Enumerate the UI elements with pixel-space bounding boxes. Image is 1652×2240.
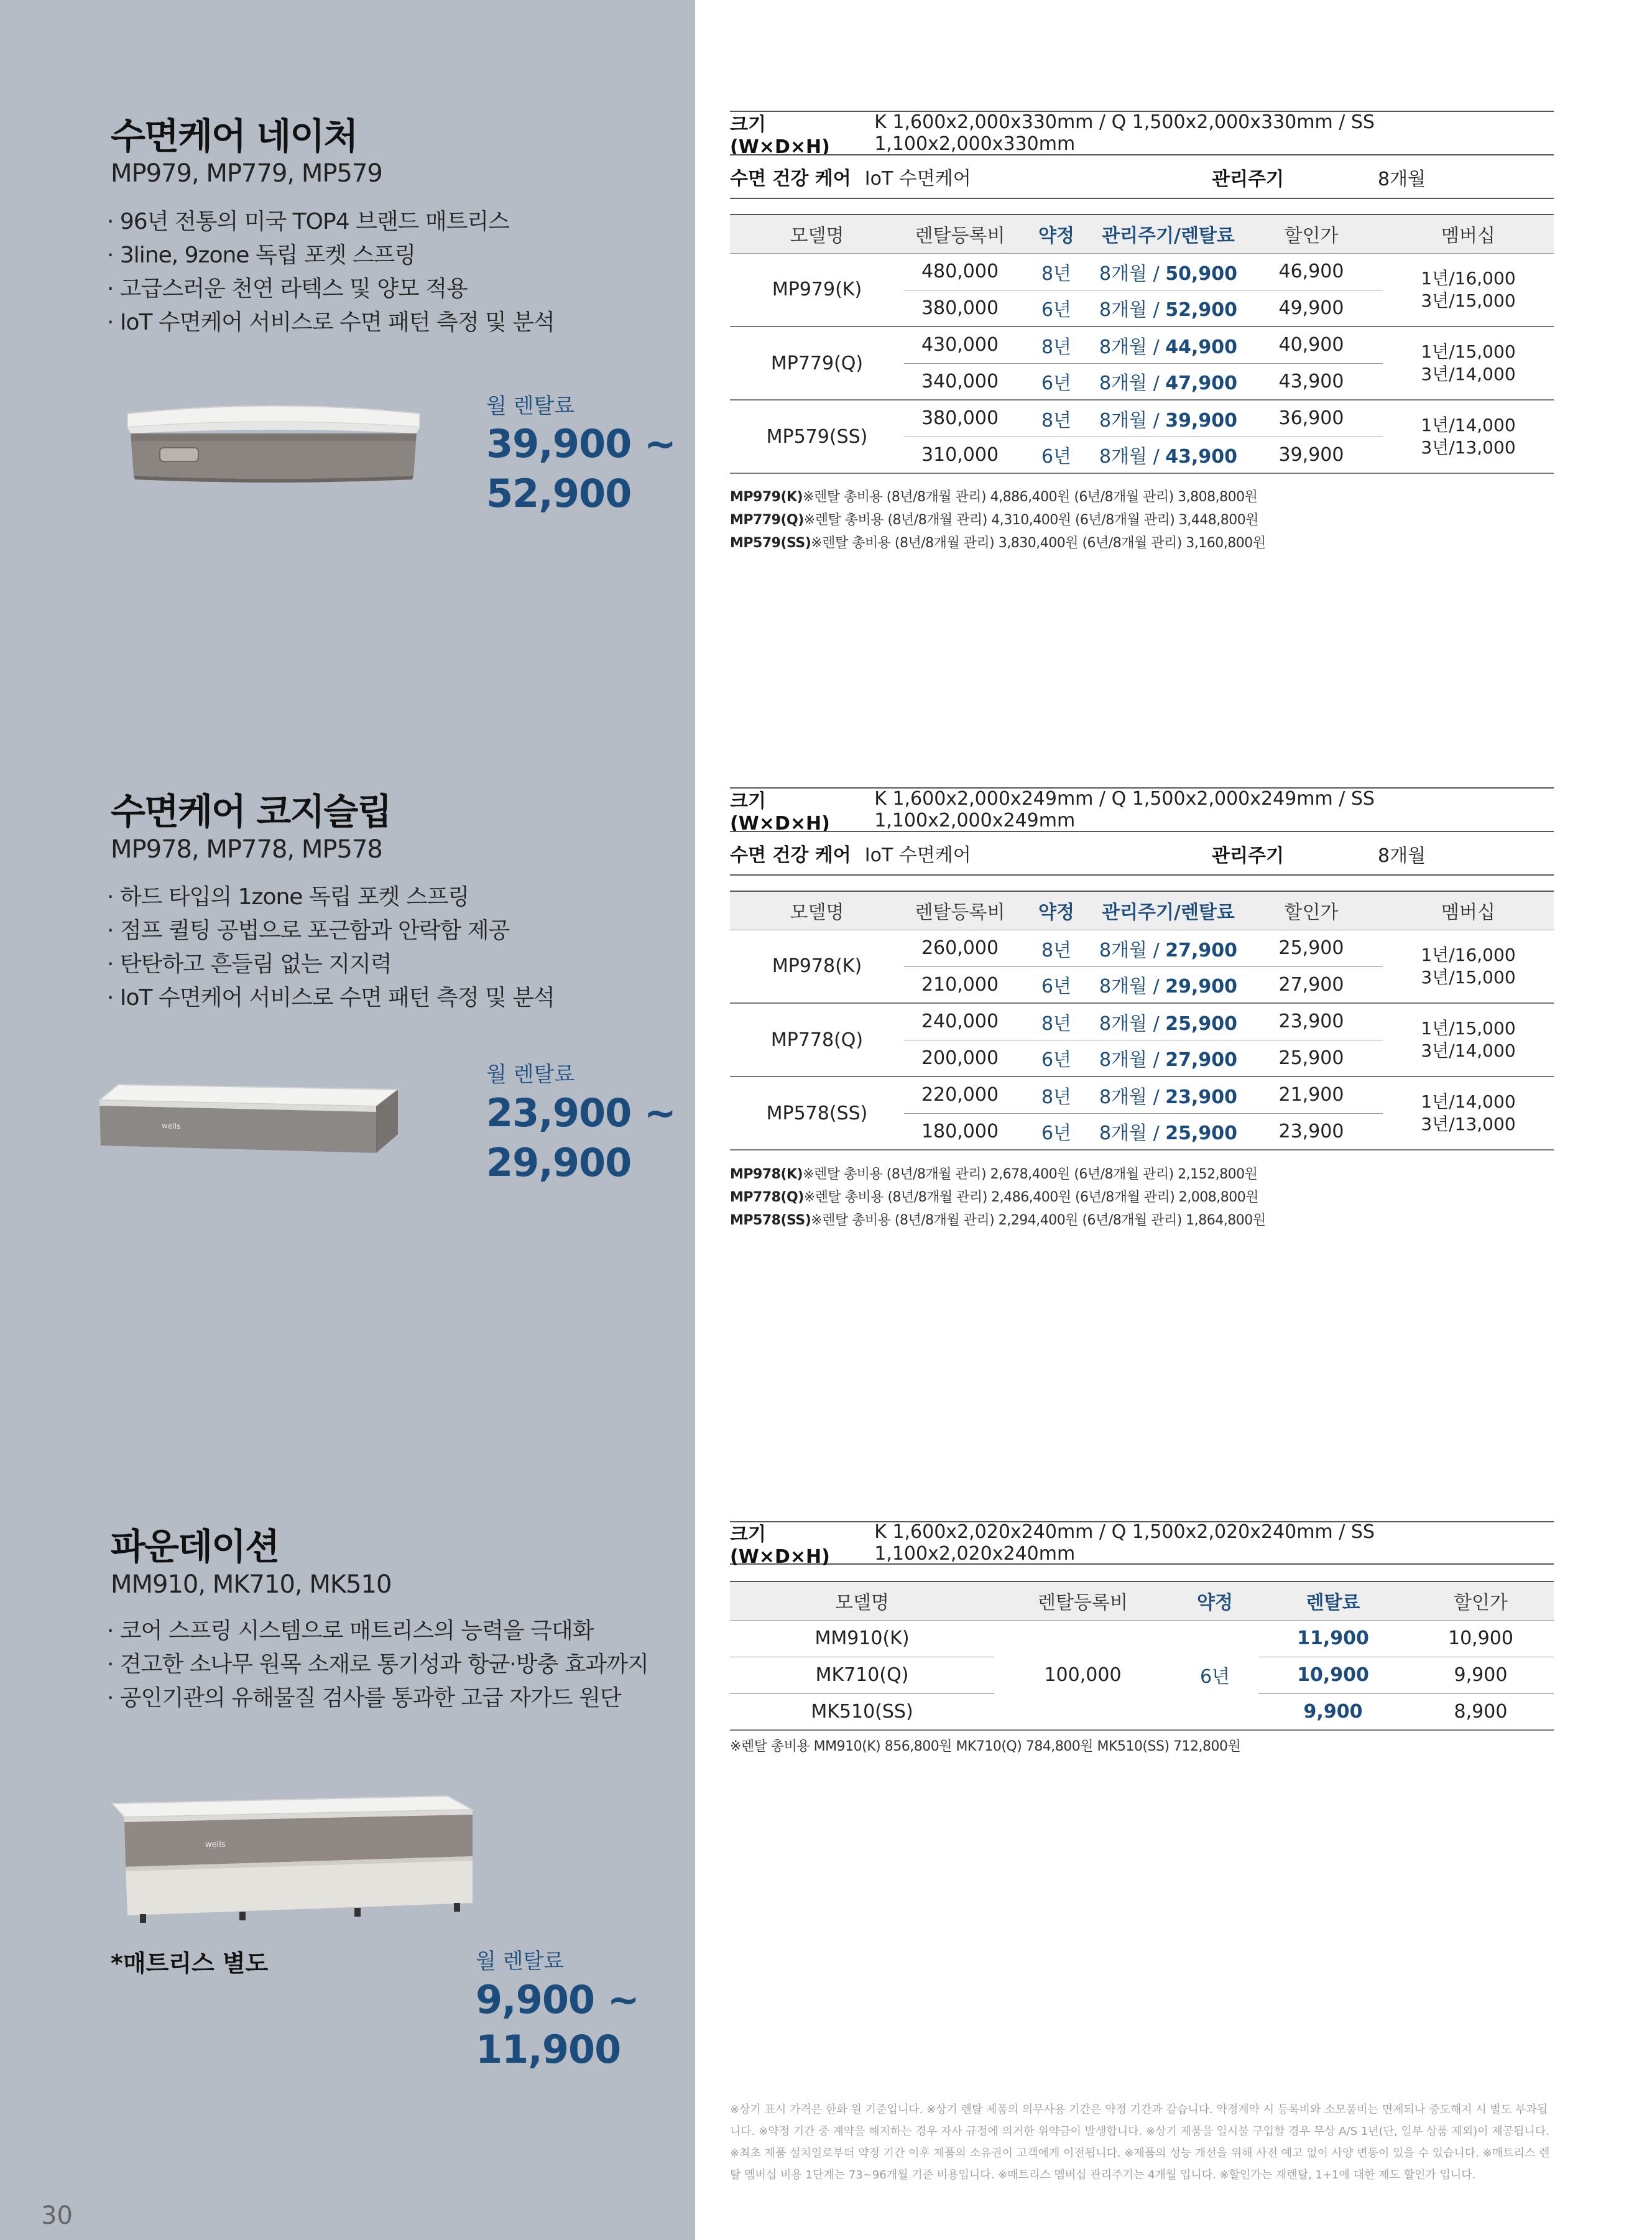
model-cell: MK510(SS) [730, 1693, 994, 1730]
discount-cell: 9,900 [1408, 1657, 1554, 1693]
cycle-text: 8개월 / [1099, 262, 1166, 285]
feature-item: · 점프 퀼팅 공법으로 포근함과 안락함 제공 [107, 918, 510, 943]
spec-block [730, 1521, 1554, 1568]
rent-value: 44,900 [1165, 336, 1237, 358]
fee-cell: 340,000 [904, 363, 1016, 400]
cost-note-model: MP579(SS) [730, 535, 811, 551]
term-cell: 8년 [1016, 930, 1097, 966]
col-header-model: 모델명 [730, 891, 904, 930]
table-row [730, 1076, 1554, 1113]
price-label: 월 렌탈료 [486, 394, 575, 419]
cycle-text: 8개월 / [1099, 336, 1166, 358]
rent-cell: 9,900 [1258, 1693, 1408, 1730]
price-label: 월 렌탈료 [486, 1062, 575, 1087]
membership-cell [1383, 1076, 1554, 1150]
price-range-low: 39,900 ~ [486, 421, 676, 466]
size-value: K 1,600x2,000x330mm / Q 1,500x2,000x330mm / SS 1,100x2,000x330mm [874, 111, 1375, 155]
product-title: 수면케어 네이처 [111, 115, 358, 157]
product-models: MM910, MK710, MK510 [111, 1570, 392, 1599]
svg-text:wells: wells [205, 1840, 226, 1849]
cost-note-text: ※렌탈 총비용 (8년/8개월 관리) 3,830,400원 (6년/8개월 관리) 3,160,800원 [811, 535, 1266, 551]
rent-value: 43,900 [1165, 446, 1237, 468]
price-range-low: 9,900 ~ [476, 1977, 639, 2022]
membership-1yr: 1년/16,000 [1421, 944, 1516, 965]
feature-item: · 탄탄하고 흔들림 없는 지지력 [107, 951, 392, 977]
rent-value: 27,900 [1165, 1049, 1237, 1071]
col-header-rent: 렌탈료 [1258, 1581, 1408, 1620]
membership-3yr: 3년/15,000 [1421, 966, 1516, 988]
feature-item: · IoT 수면케어 서비스로 수면 패턴 측정 및 분석 [107, 985, 555, 1011]
care-label: 수면 건강 케어 [730, 168, 851, 190]
cost-notes [730, 1163, 1266, 1232]
term-cell: 6년 [1016, 1113, 1097, 1150]
cycle-rent-cell [1097, 363, 1240, 400]
membership-cell [1383, 253, 1554, 326]
model-cell: MK710(Q) [730, 1657, 994, 1693]
discount-cell: 49,900 [1240, 290, 1383, 326]
rent-value: 29,900 [1165, 976, 1237, 998]
cycle-text: 8개월 / [1099, 939, 1166, 961]
disclaimer-text: ※상기 표시 가격은 한화 원 기준입니다. ※상기 렌탈 제품의 의무사용 기간은 약정 기간과 같습니다. 약정계약 시 등록비와 소모품비는 면제되나 중도해지 시 별도 부과됩니다. ※약정 기간 중 계약을 해지하는 경우 자사 규정에 의거한 위약금이 발생합니다. ※상기 제품을 일시불 구입할 경우 무상 A/S 1년(단, 일부 상품 제외)이 제공됩니다. ※최초 제품 설치일로부터 약정 기간 이후 제품의 소유권이 고객에게 이전됩니다. ※제품의 성능 개선을 위해 사전 예고 없이 사양 변동이 있을 수 있습니다. ※매트리스 렌탈 멤버십 비용 1단계는 73~96개월 기준 비용입니다. ※매트리스 멤버십 관리주기는 4개월 입니다. ※할인가는 재렌탈, 1+1에 대한 제도 할인가 입니다. [730, 2103, 1550, 2182]
product-title: 파운데이션 [111, 1525, 279, 1568]
membership-3yr: 3년/14,000 [1421, 364, 1516, 384]
membership-cell [1383, 930, 1554, 1003]
col-header-term: 약정 [1016, 891, 1097, 930]
cycle-text: 8개월 / [1099, 1086, 1166, 1108]
membership-1yr: 1년/14,000 [1421, 1091, 1516, 1112]
cycle-text: 8개월 / [1099, 1049, 1166, 1071]
cost-note-model: MP778(Q) [730, 1190, 804, 1205]
term-cell: 8년 [1016, 253, 1097, 290]
cycle-rent-cell [1097, 1113, 1240, 1150]
fee-cell: 100,000 [994, 1620, 1171, 1730]
cost-note [730, 1209, 1266, 1232]
cost-notes [730, 486, 1266, 555]
cycle-rent-cell [1097, 290, 1240, 326]
feature-item: · 코어 스프링 시스템으로 매트리스의 능력을 극대화 [107, 1618, 594, 1644]
cost-note [730, 1163, 1266, 1186]
rental-table [730, 214, 1554, 474]
fee-cell: 380,000 [904, 290, 1016, 326]
discount-cell: 40,900 [1240, 326, 1383, 363]
cycle-value: 8개월 [1378, 845, 1426, 867]
membership-cell [1383, 400, 1554, 473]
cycle-rent-cell [1097, 966, 1240, 1003]
price-range-high: 52,900 [486, 471, 632, 516]
col-header-model: 모델명 [730, 215, 904, 253]
cost-note [730, 509, 1266, 532]
cost-note-text: ※렌탈 총비용 (8년/8개월 관리) 2,678,400원 (6년/8개월 관리) 2,152,800원 [803, 1167, 1258, 1182]
term-cell: 6년 [1016, 966, 1097, 1003]
mattress-separate-note: *매트리스 별도 [111, 1950, 269, 1977]
feature-list [107, 205, 555, 340]
term-cell: 8년 [1016, 400, 1097, 437]
cycle-rent-cell [1097, 253, 1240, 290]
discount-cell: 10,900 [1408, 1620, 1554, 1657]
model-cell: MM910(K) [730, 1620, 994, 1657]
feature-item: · 공인기관의 유해물질 검사를 통과한 고급 자가드 원단 [107, 1685, 621, 1711]
col-header-discount: 할인가 [1408, 1581, 1554, 1620]
term-cell: 8년 [1016, 326, 1097, 363]
fee-cell: 240,000 [904, 1003, 1016, 1040]
col-header-cycle-rent: 관리주기/렌탈료 [1097, 891, 1240, 930]
cost-note: ※렌탈 총비용 MM910(K) 856,800원 MK710(Q) 784,800원 MK510(SS) 712,800원 [730, 1739, 1241, 1754]
size-value: K 1,600x2,000x249mm / Q 1,500x2,000x249mm / SS 1,100x2,000x249mm [874, 788, 1375, 831]
fee-cell: 180,000 [904, 1113, 1016, 1150]
cycle-rent-cell [1097, 1003, 1240, 1040]
col-header-discount: 할인가 [1240, 891, 1383, 930]
table-row [730, 253, 1554, 290]
care-row [730, 154, 1554, 198]
cycle-text: 8개월 / [1099, 373, 1166, 395]
rent-value: 39,900 [1165, 409, 1237, 432]
cycle-rent-cell [1097, 400, 1240, 437]
model-cell: MP779(Q) [730, 326, 904, 400]
cycle-value: 8개월 [1378, 169, 1426, 190]
discount-cell: 23,900 [1240, 1003, 1383, 1040]
rent-cell: 10,900 [1258, 1657, 1408, 1693]
rent-cell: 11,900 [1258, 1620, 1408, 1657]
discount-cell: 25,900 [1240, 930, 1383, 966]
col-header-membership: 멤버십 [1383, 215, 1554, 253]
care-label: 수면 건강 케어 [730, 845, 851, 866]
price-range-high: 29,900 [486, 1140, 632, 1185]
fee-cell: 200,000 [904, 1040, 1016, 1076]
rent-value: 50,900 [1165, 262, 1237, 285]
membership-1yr: 1년/15,000 [1421, 341, 1516, 362]
membership-3yr: 3년/13,000 [1421, 1114, 1516, 1134]
fee-cell: 310,000 [904, 437, 1016, 473]
fee-cell: 480,000 [904, 253, 1016, 290]
price-range-low: 23,900 ~ [486, 1090, 676, 1136]
cost-note-model: MP779(Q) [730, 512, 804, 528]
size-row [730, 1521, 1554, 1568]
fee-cell: 260,000 [904, 930, 1016, 966]
term-cell: 8년 [1016, 1003, 1097, 1040]
table-row [730, 1620, 1554, 1657]
col-header-term: 약정 [1171, 1581, 1258, 1620]
fee-cell: 430,000 [904, 326, 1016, 363]
cost-note-text: ※렌탈 총비용 (8년/8개월 관리) 4,886,400원 (6년/8개월 관리) 3,808,800원 [803, 489, 1258, 505]
col-header-membership: 멤버십 [1383, 891, 1554, 930]
membership-cell [1383, 326, 1554, 400]
membership-3yr: 3년/14,000 [1421, 1040, 1516, 1061]
cycle-text: 8개월 / [1099, 299, 1166, 322]
discount-cell: 23,900 [1240, 1113, 1383, 1150]
membership-cell [1383, 1003, 1554, 1076]
model-cell: MP778(Q) [730, 1003, 904, 1076]
foundation-image [106, 1779, 479, 1946]
rent-value: 23,900 [1165, 1086, 1237, 1108]
spec-block [730, 787, 1554, 874]
term-cell: 6년 [1016, 1040, 1097, 1076]
fee-cell: 380,000 [904, 400, 1016, 437]
col-header-fee: 렌탈등록비 [904, 891, 1016, 930]
page-number: 30 [41, 2201, 73, 2230]
col-header-discount: 할인가 [1240, 215, 1383, 253]
size-label: 크기(W×D×H) [730, 113, 830, 158]
discount-cell: 25,900 [1240, 1040, 1383, 1076]
price-label: 월 렌탈료 [476, 1949, 565, 1974]
care-row [730, 831, 1554, 874]
feature-list [107, 881, 555, 1015]
discount-cell: 46,900 [1240, 253, 1383, 290]
feature-item: · 고급스러운 천연 라텍스 및 양모 적용 [107, 276, 468, 302]
mattress-image [121, 389, 426, 488]
cost-note [730, 532, 1266, 555]
mattress-image [93, 1072, 404, 1165]
col-header-model: 모델명 [730, 1581, 994, 1620]
feature-item: · 96년 전통의 미국 TOP4 브랜드 매트리스 [107, 209, 509, 234]
cycle-rent-cell [1097, 326, 1240, 363]
feature-item: · 견고한 소나무 원목 소재로 통기성과 항균·방충 효과까지 [107, 1652, 648, 1677]
term-cell: 6년 [1171, 1620, 1258, 1730]
rent-value: 25,900 [1165, 1122, 1237, 1145]
cycle-rent-cell [1097, 1040, 1240, 1076]
cycle-label: 관리주기 [1212, 845, 1284, 867]
discount-cell: 43,900 [1240, 363, 1383, 400]
discount-cell: 36,900 [1240, 400, 1383, 437]
membership-1yr: 1년/14,000 [1421, 415, 1516, 435]
rent-value: 52,900 [1165, 299, 1237, 322]
table-row [730, 326, 1554, 363]
cycle-label: 관리주기 [1212, 169, 1284, 190]
cost-note [730, 486, 1266, 509]
col-header-fee: 렌탈등록비 [904, 215, 1016, 253]
size-row [730, 111, 1554, 158]
cost-note-text: ※렌탈 총비용 (8년/8개월 관리) 2,294,400원 (6년/8개월 관리) 1,864,800원 [811, 1213, 1266, 1228]
term-cell: 6년 [1016, 437, 1097, 473]
col-header-cycle-rent: 관리주기/렌탈료 [1097, 215, 1240, 253]
membership-3yr: 3년/15,000 [1421, 290, 1516, 311]
rent-value: 27,900 [1165, 939, 1237, 961]
price-range-high: 11,900 [476, 2027, 621, 2072]
feature-list [107, 1614, 648, 1715]
table-row [730, 400, 1554, 437]
cost-note-model: MP978(K) [730, 1167, 803, 1182]
cycle-text: 8개월 / [1099, 976, 1166, 998]
cycle-text: 8개월 / [1099, 1012, 1166, 1035]
cost-note-text: ※렌탈 총비용 (8년/8개월 관리) 4,310,400원 (6년/8개월 관리) 3,448,800원 [803, 512, 1259, 528]
fee-cell: 220,000 [904, 1076, 1016, 1113]
size-label: 크기(W×D×H) [730, 790, 830, 835]
care-value: IoT 수면케어 [864, 845, 971, 866]
discount-cell: 21,900 [1240, 1076, 1383, 1113]
product-models: MP979, MP779, MP579 [111, 159, 382, 188]
cost-note-text: ※렌탈 총비용 (8년/8개월 관리) 2,486,400원 (6년/8개월 관리) 2,008,800원 [803, 1190, 1259, 1205]
svg-text:wells: wells [161, 1121, 181, 1131]
discount-cell: 39,900 [1240, 437, 1383, 473]
product-title: 수면케어 코지슬립 [111, 790, 391, 833]
table-row [730, 1003, 1554, 1040]
col-header-fee: 렌탈등록비 [994, 1581, 1171, 1620]
care-value: IoT 수면케어 [864, 168, 971, 190]
cycle-text: 8개월 / [1099, 1122, 1166, 1145]
model-cell: MP579(SS) [730, 400, 904, 473]
discount-cell: 27,900 [1240, 966, 1383, 1003]
cycle-rent-cell [1097, 930, 1240, 966]
cost-note-model: MP979(K) [730, 489, 803, 505]
spec-block [730, 111, 1554, 198]
cost-note [730, 1186, 1266, 1209]
term-cell: 6년 [1016, 363, 1097, 400]
size-row [730, 787, 1554, 835]
rental-table [730, 1581, 1554, 1731]
fee-cell: 210,000 [904, 966, 1016, 1003]
cycle-rent-cell [1097, 437, 1240, 473]
col-header-term: 약정 [1016, 215, 1097, 253]
model-cell: MP978(K) [730, 930, 904, 1003]
feature-item: · 하드 타입의 1zone 독립 포켓 스프링 [107, 884, 469, 910]
product-models: MP978, MP778, MP578 [111, 835, 382, 864]
term-cell: 6년 [1016, 290, 1097, 326]
rent-value: 25,900 [1165, 1012, 1237, 1035]
table-row [730, 930, 1554, 966]
term-cell: 8년 [1016, 1076, 1097, 1113]
size-label: 크기(W×D×H) [730, 1523, 830, 1568]
discount-cell: 8,900 [1408, 1693, 1554, 1730]
feature-item: · IoT 수면케어 서비스로 수면 패턴 측정 및 분석 [107, 310, 555, 335]
membership-1yr: 1년/16,000 [1421, 267, 1516, 289]
cycle-text: 8개월 / [1099, 409, 1166, 432]
membership-3yr: 3년/13,000 [1421, 437, 1516, 458]
cost-note-model: MP578(SS) [730, 1213, 811, 1228]
size-value: K 1,600x2,020x240mm / Q 1,500x2,020x240mm / SS 1,100x2,020x240mm [874, 1521, 1375, 1565]
cycle-text: 8개월 / [1099, 446, 1166, 468]
feature-item: · 3line, 9zone 독립 포켓 스프링 [107, 243, 416, 268]
membership-1yr: 1년/15,000 [1421, 1018, 1516, 1039]
rent-value: 47,900 [1165, 373, 1237, 395]
rental-table [730, 891, 1554, 1150]
model-cell: MP979(K) [730, 253, 904, 326]
model-cell: MP578(SS) [730, 1076, 904, 1150]
cycle-rent-cell [1097, 1076, 1240, 1113]
